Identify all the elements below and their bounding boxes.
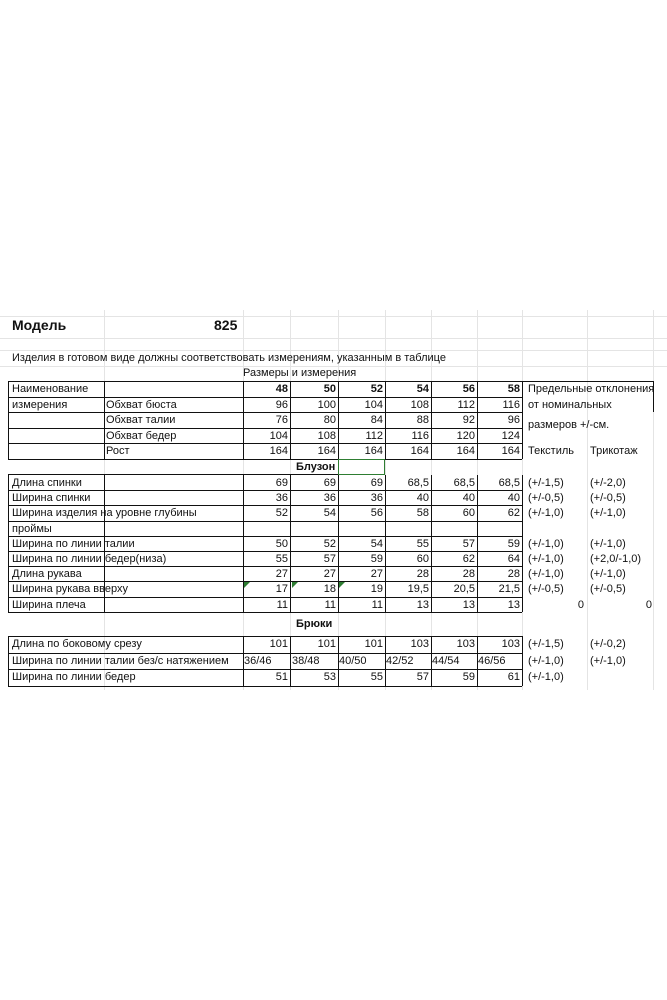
table-border (431, 475, 432, 612)
blouse-row-value[interactable]: 60 (462, 507, 475, 520)
table-border (243, 636, 244, 686)
trousers-row-value[interactable]: 55 (370, 671, 383, 684)
table-border (385, 381, 386, 459)
trousers-knit[interactable]: (+/-1,0) (590, 654, 626, 667)
blouse-knit[interactable]: 0 (645, 598, 652, 611)
blouse-knit[interactable]: (+/-1,0) (590, 568, 626, 581)
blouse-row-value[interactable]: 28 (416, 568, 429, 581)
table-border (653, 381, 654, 412)
trousers-textile[interactable]: (+/-1,0) (528, 671, 564, 684)
table-border (8, 474, 385, 475)
blouse-row-value[interactable]: 36 (275, 492, 288, 505)
deviation-header-2[interactable]: от номинальных (528, 398, 612, 411)
sheet-gridline (587, 310, 588, 690)
trousers-row-label[interactable]: Ширина по линии талии без/с натяжением (12, 654, 229, 667)
blouse-row-value[interactable]: 69 (323, 477, 336, 489)
trousers-textile[interactable]: (+/-1,0) (528, 654, 564, 667)
blouse-textile[interactable]: (+/-1,0) (528, 537, 564, 550)
trousers-row-value[interactable]: 101 (364, 638, 383, 651)
table-border (8, 412, 522, 413)
body-row-value[interactable]: 112 (457, 398, 475, 411)
body-row-value[interactable]: 112 (365, 429, 383, 442)
sizes-header[interactable]: Размеры и измерения (243, 367, 357, 379)
blouse-textile[interactable]: (+/-0,5) (528, 492, 564, 505)
blouse-row-value[interactable]: 40 (462, 492, 475, 505)
blouse-row-value[interactable]: 55 (275, 553, 288, 565)
body-row-value[interactable]: 104 (269, 429, 288, 442)
table-border (104, 381, 105, 459)
body-row-value[interactable]: 164 (364, 445, 383, 457)
blouse-textile[interactable]: 0 (577, 598, 584, 611)
trousers-row-value[interactable]: 36/46 (244, 654, 272, 667)
blouse-textile[interactable]: (+/-1,5) (528, 477, 564, 489)
blouse-row-value[interactable]: 13 (507, 598, 520, 611)
blouse-row-label[interactable]: Ширина плеча (12, 598, 86, 611)
body-row-value[interactable]: 96 (275, 398, 288, 411)
blouse-row-value[interactable]: 68,5 (407, 477, 429, 489)
textile-header[interactable]: Текстиль (528, 445, 574, 457)
table-border (8, 521, 522, 522)
blouse-textile[interactable]: (+/-1,0) (528, 553, 564, 565)
trousers-row-value[interactable]: 57 (416, 671, 429, 684)
blouse-row-value[interactable]: 18 (323, 583, 336, 596)
blouse-row-value[interactable]: 52 (275, 507, 288, 520)
table-border (290, 475, 291, 612)
body-row-label[interactable]: Рост (106, 445, 130, 457)
table-border (338, 636, 339, 686)
table-border (522, 381, 653, 382)
blouse-row-value[interactable]: 69 (370, 477, 383, 489)
sheet-gridline (653, 310, 654, 690)
name-header-1[interactable]: Наименование (12, 383, 89, 395)
blouse-row-value[interactable]: 11 (276, 598, 288, 611)
table-border (8, 443, 522, 444)
blouse-row-value[interactable]: 27 (370, 568, 383, 581)
blouse-knit[interactable]: (+/-1,0) (590, 537, 626, 550)
blouse-row-value[interactable]: 69 (275, 477, 288, 489)
table-border (385, 636, 386, 686)
body-row-value[interactable]: 108 (410, 398, 429, 411)
blouse-row-value[interactable]: 20,5 (453, 583, 475, 596)
blouse-row-value[interactable]: 68,5 (498, 477, 520, 489)
body-row-value[interactable]: 164 (269, 445, 288, 457)
table-border (338, 381, 339, 459)
trousers-knit[interactable]: (+/-0,2) (590, 638, 626, 651)
size-header-52[interactable]: 52 (370, 383, 383, 395)
trousers-row-value[interactable]: 61 (507, 671, 520, 684)
blouse-row-value[interactable]: 57 (323, 553, 336, 565)
blouse-row-value[interactable]: 50 (275, 537, 288, 550)
size-header-48[interactable]: 48 (275, 383, 288, 395)
blouse-knit[interactable]: (+2,0/-1,0) (590, 553, 642, 565)
table-border (8, 612, 522, 613)
blouse-row-value[interactable]: 52 (323, 537, 336, 550)
blouse-row-value[interactable]: 59 (507, 537, 520, 550)
blouse-row-value[interactable]: 27 (275, 568, 288, 581)
body-row-value[interactable]: 104 (364, 398, 383, 411)
trousers-row-value[interactable]: 53 (323, 671, 336, 684)
table-border (431, 381, 432, 459)
table-border (522, 636, 523, 686)
blouse-row-value[interactable]: 54 (370, 537, 383, 550)
blouse-row-label[interactable]: Длина рукава (12, 568, 82, 581)
blouse-row-value[interactable]: 62 (462, 553, 475, 565)
trousers-row-value[interactable]: 103 (501, 638, 520, 651)
trousers-row-value[interactable]: 42/52 (386, 654, 414, 667)
model-label[interactable]: Модель (12, 317, 67, 333)
blouse-row-value[interactable]: 36 (370, 492, 383, 505)
table-border (290, 381, 291, 459)
knit-header[interactable]: Трикотаж (590, 445, 638, 457)
blouse-row-value[interactable]: 13 (462, 598, 475, 611)
table-border (522, 475, 523, 612)
blouse-row-value[interactable]: 21,5 (498, 583, 520, 596)
table-border (522, 381, 523, 459)
blouse-row-value[interactable]: 19,5 (407, 583, 429, 596)
table-border (243, 381, 244, 459)
blouse-row-value[interactable]: 56 (370, 507, 383, 520)
trousers-title[interactable]: Брюки (296, 617, 333, 630)
table-border (477, 475, 478, 612)
body-row-value[interactable]: 164 (317, 445, 336, 457)
comment-indicator (339, 582, 345, 588)
blouse-row-label[interactable]: Ширина изделия на уровне глубины (12, 507, 197, 520)
trousers-row-value[interactable]: 44/54 (432, 654, 460, 667)
size-header-54[interactable]: 54 (416, 383, 429, 395)
body-row-label[interactable]: Обхват талии (106, 414, 176, 426)
table-border (8, 636, 9, 686)
blouse-row-value[interactable]: 60 (416, 553, 429, 565)
trousers-row-label[interactable]: Длина по боковому срезу (12, 638, 142, 651)
name-header-2[interactable]: измерения (12, 398, 68, 411)
blouse-row-value[interactable]: 68,5 (453, 477, 475, 489)
body-row-value[interactable]: 120 (456, 429, 475, 442)
blouse-knit[interactable]: (+/-0,5) (590, 583, 626, 596)
blouse-title[interactable]: Блузон (296, 460, 336, 473)
blouse-row-value[interactable]: 13 (416, 598, 429, 611)
table-border (385, 475, 386, 612)
table-border (8, 397, 522, 398)
blouse-row-value[interactable]: 17 (275, 583, 288, 596)
blouse-row-value[interactable]: 57 (462, 537, 475, 550)
blouse-row-value[interactable]: 28 (462, 568, 475, 581)
body-row-value[interactable]: 92 (462, 414, 475, 426)
table-border (431, 636, 432, 686)
body-row-value[interactable]: 124 (501, 429, 520, 442)
blouse-row-label[interactable]: Ширина рукава вверху (12, 583, 128, 596)
blouse-textile[interactable]: (+/-0,5) (528, 583, 564, 596)
sheet-gridline (0, 316, 667, 317)
trousers-row-value[interactable]: 101 (317, 638, 336, 651)
blouse-row-label[interactable]: Длина спинки (12, 477, 82, 489)
body-row-label[interactable]: Обхват бюста (106, 398, 177, 411)
body-row-value[interactable]: 116 (502, 398, 520, 411)
body-row-value[interactable]: 80 (323, 414, 336, 426)
blouse-row-label[interactable]: проймы (12, 522, 52, 535)
blouse-textile[interactable]: (+/-1,0) (528, 568, 564, 581)
blouse-row-value[interactable]: 58 (416, 507, 429, 520)
body-row-value[interactable]: 116 (411, 429, 429, 442)
body-row-label[interactable]: Обхват бедер (106, 429, 177, 442)
body-row-value[interactable]: 96 (507, 414, 520, 426)
blouse-knit[interactable]: (+/-2,0) (590, 477, 626, 489)
blouse-row-value[interactable]: 40 (416, 492, 429, 505)
trousers-row-value[interactable]: 103 (456, 638, 475, 651)
blouse-row-value[interactable]: 54 (323, 507, 336, 520)
trousers-row-value[interactable]: 40/50 (339, 654, 367, 667)
table-border (243, 475, 244, 612)
comment-indicator (244, 582, 250, 588)
blouse-knit[interactable]: (+/-0,5) (590, 492, 626, 505)
model-number[interactable]: 825 (214, 317, 238, 333)
table-border (8, 381, 9, 459)
blouse-row-value[interactable]: 40 (507, 492, 520, 505)
deviation-header-3[interactable]: размеров +/-см. (528, 419, 610, 431)
trousers-row-value[interactable]: 103 (410, 638, 429, 651)
blouse-row-value[interactable]: 19 (370, 583, 383, 596)
sheet-gridline (0, 338, 667, 339)
blouse-textile[interactable]: (+/-1,0) (528, 507, 564, 520)
table-border (8, 475, 9, 612)
blouse-row-value[interactable]: 27 (323, 568, 336, 581)
trousers-row-label[interactable]: Ширина по линии бедер (12, 671, 136, 684)
table-border (8, 459, 522, 460)
deviation-header-1[interactable]: Предельные отклонения (528, 383, 655, 395)
body-row-value[interactable]: 164 (410, 445, 429, 457)
size-header-50[interactable]: 50 (323, 383, 336, 395)
table-note[interactable]: Изделия в готовом виде должны соответствовать измерениям, указанным в таблице (12, 352, 446, 364)
trousers-textile[interactable]: (+/-1,5) (528, 638, 564, 651)
size-header-56[interactable]: 56 (462, 383, 475, 395)
blouse-row-value[interactable]: 59 (370, 553, 383, 565)
blouse-row-value[interactable]: 55 (416, 537, 429, 550)
blouse-row-label[interactable]: Ширина по линии бедер(низа) (12, 553, 167, 565)
blouse-row-label[interactable]: Ширина по линии талии (12, 537, 135, 550)
blouse-row-label[interactable]: Ширина спинки (12, 492, 91, 505)
table-border (477, 636, 478, 686)
trousers-row-value[interactable]: 51 (275, 671, 288, 684)
blouse-knit[interactable]: (+/-1,0) (590, 507, 626, 520)
blouse-row-value[interactable]: 36 (323, 492, 336, 505)
blouse-row-value[interactable]: 28 (507, 568, 520, 581)
table-border (104, 475, 105, 612)
body-row-value[interactable]: 100 (317, 398, 336, 411)
table-border (8, 381, 522, 382)
comment-indicator (292, 582, 298, 588)
blouse-row-value[interactable]: 64 (507, 553, 520, 565)
blouse-row-value[interactable]: 11 (371, 598, 383, 611)
trousers-row-value[interactable]: 59 (462, 671, 475, 684)
body-row-value[interactable]: 88 (416, 414, 429, 426)
body-row-value[interactable]: 164 (501, 445, 520, 457)
size-header-58[interactable]: 58 (507, 383, 520, 395)
trousers-row-value[interactable]: 46/56 (478, 654, 506, 667)
body-row-value[interactable]: 76 (275, 414, 288, 426)
selected-cell[interactable] (338, 459, 385, 476)
trousers-row-value[interactable]: 38/48 (292, 654, 320, 667)
table-border (8, 428, 522, 429)
table-border (338, 475, 339, 612)
blouse-row-value[interactable]: 62 (507, 507, 520, 520)
body-row-value[interactable]: 108 (317, 429, 336, 442)
trousers-row-value[interactable]: 101 (269, 638, 288, 651)
table-border (290, 636, 291, 686)
blouse-row-value[interactable]: 11 (324, 598, 336, 611)
body-row-value[interactable]: 164 (456, 445, 475, 457)
table-border (8, 686, 522, 687)
table-border (477, 381, 478, 459)
body-row-value[interactable]: 84 (370, 414, 383, 426)
